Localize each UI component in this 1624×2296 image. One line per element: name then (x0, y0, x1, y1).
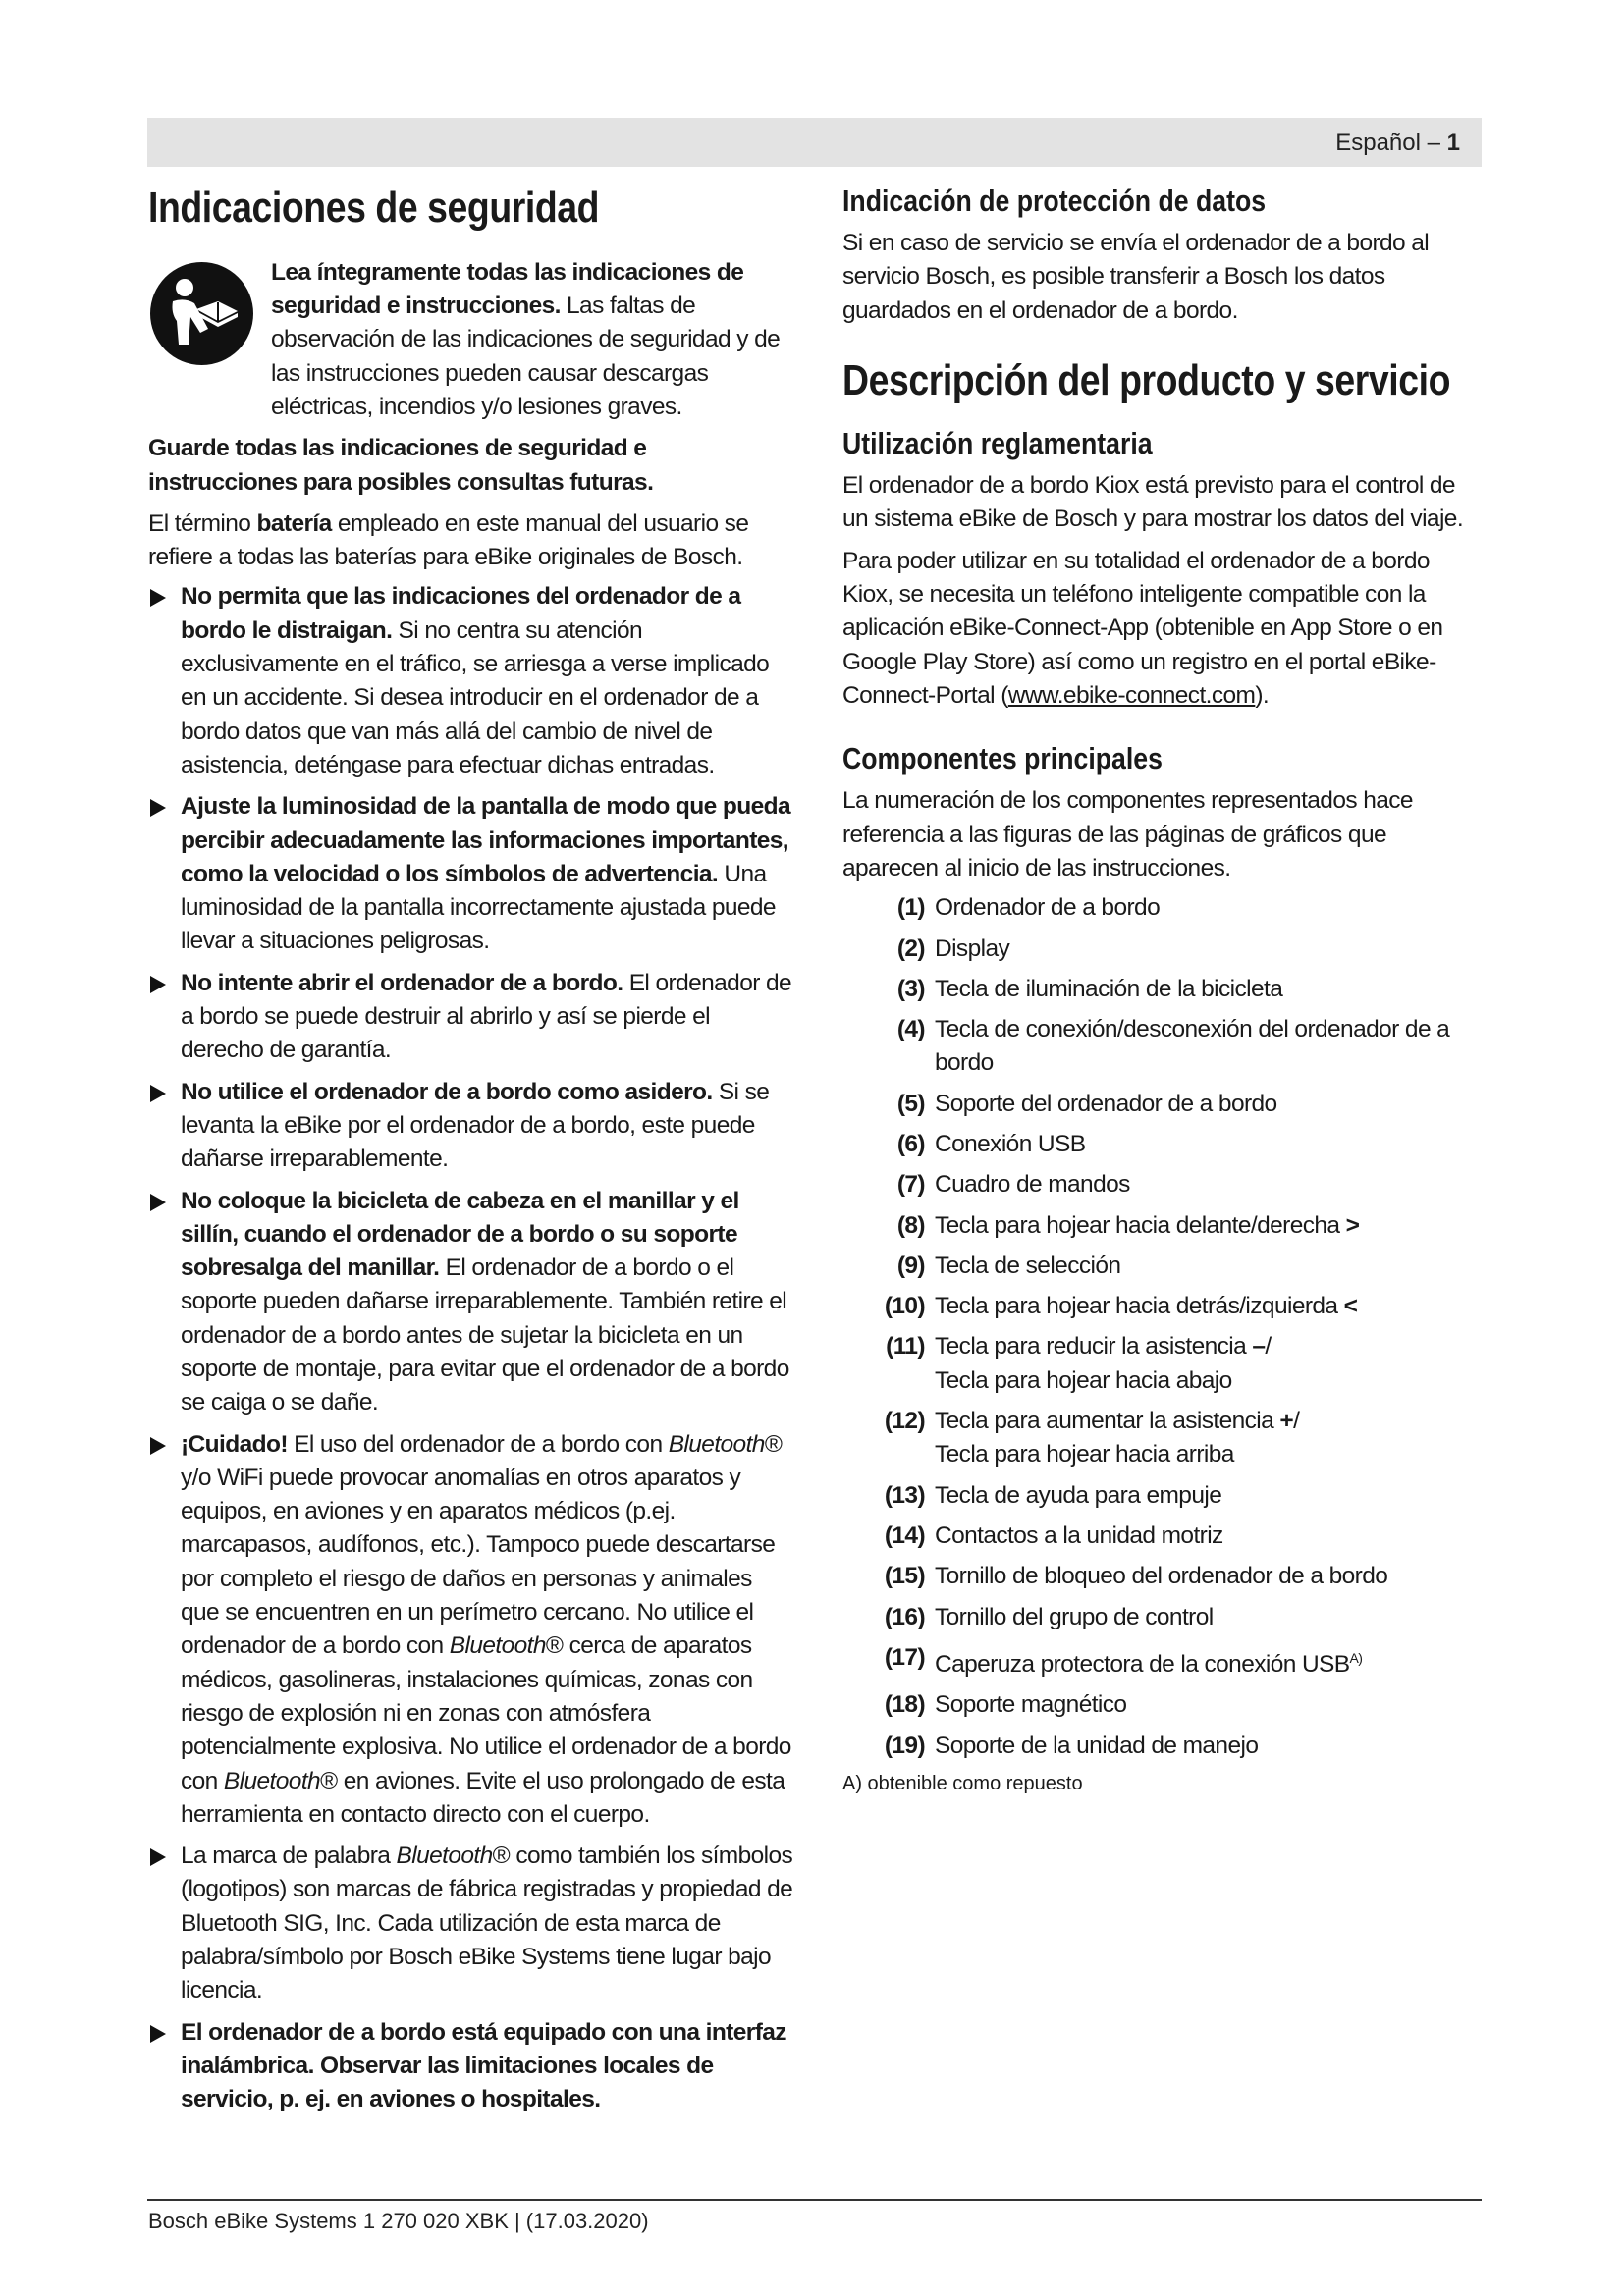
component-item (842, 1560, 1485, 1593)
b7-a: La marca de palabra (181, 1842, 397, 1870)
b7-b: ® como también los símbolos (logotipos) son marcas de fábrica registradas y propiedad de Bluetooth SIG, Inc. Cada utilización de esta marca de palabra/símbolo por Bosch eBike Systems tiene lugar bajo licencia. (181, 1842, 793, 2004)
ebike-connect-link[interactable]: www.ebike-connect.com (1007, 681, 1256, 709)
safety-bullet (148, 790, 796, 958)
components-title: Componentes principales (842, 741, 1163, 776)
component-item (842, 1405, 1485, 1472)
component-label (925, 933, 1009, 966)
component-label-text: Tecla de selección (935, 1252, 1121, 1279)
component-label-text: Tecla de iluminación de la bicicleta (935, 975, 1283, 1002)
component-number: (10) (884, 1293, 925, 1320)
safety-bullet (148, 1185, 796, 1420)
component-label-text: Tornillo de bloqueo del ordenador de a bordo (935, 1563, 1388, 1590)
component-label (925, 1250, 1120, 1283)
component-number: (18) (884, 1691, 925, 1719)
component-label-text: Cuadro de mandos (935, 1171, 1130, 1199)
header-separator: – (1420, 130, 1447, 156)
component-item (842, 1688, 1485, 1722)
safety-title: Indicaciones de seguridad (148, 184, 600, 232)
battery-c: empleado en este manual del usuario se refiere a todas las baterías para eBike originales de Bosch. (148, 509, 749, 571)
battery-b: batería (256, 509, 332, 537)
component-label-line2: Tecla para hojear hacia arriba (935, 1441, 1234, 1468)
component-number: (17) (884, 1643, 925, 1671)
component-item (842, 1209, 1485, 1243)
component-item (842, 1290, 1485, 1323)
component-item (842, 933, 1485, 966)
component-number: (15) (884, 1563, 925, 1590)
component-label (925, 1520, 1223, 1553)
data-protection-text: Si en caso de servicio se envía el ordenador de a bordo al servicio Bosch, es posible transferir a Bosch los datos guardados en el ordenador de a bordo. (842, 230, 1430, 324)
keep-instructions (148, 432, 796, 500)
b3-bold: No intente abrir el ordenador de a bordo. (181, 969, 623, 996)
component-label (925, 1601, 1214, 1634)
component-item (842, 973, 1485, 1006)
right-column (842, 183, 1485, 1797)
component-label-text: Tecla de conexión/desconexión del ordenador de a bordo (935, 1016, 1450, 1077)
component-label-text: Tecla para aumentar la asistencia (935, 1408, 1274, 1435)
component-label (925, 1405, 1299, 1472)
component-number: (9) (896, 1252, 925, 1279)
safety-intro-text (271, 256, 796, 424)
component-tail: / (1265, 1333, 1272, 1361)
product-title: Descripción del producto y servicio (842, 356, 1451, 405)
component-label (925, 1560, 1387, 1593)
bullet-triangle-icon (150, 976, 166, 993)
component-number: (14) (884, 1522, 925, 1549)
component-item (842, 1730, 1485, 1763)
component-label-text: Tecla para reducir la asistencia (935, 1333, 1247, 1361)
component-label-text: Ordenador de a bordo (935, 894, 1161, 922)
b8-bold: El ordenador de a bordo está equipado con una interfaz inalámbrica. Observar las limitaciones locales de servicio, p. ej. en aviones o hospitales. (181, 2018, 786, 2113)
component-symbol: – (1246, 1333, 1266, 1361)
b6-d: ® en aviones. Evite el uso prolongado de esta herramienta en contacto directo con el cuerpo. (181, 1767, 785, 1828)
component-number: (12) (884, 1408, 925, 1435)
component-item (842, 1520, 1485, 1553)
b6-b: ® y/o WiFi puede provocar anomalías en otros aparatos y equipos, en aviones y en aparatos médicos (p.ej. marcapasos, audífonos, etc.). Tampoco puede descartarse por completo el riesgo de daños en personas y animales que se encuentren en un perímetro cercano. No utilice el ordenador de a bordo con (181, 1430, 783, 1660)
b4-rest: Si se levanta la eBike por el ordenador de a bordo, este puede dañarse irreparablemente. (181, 1078, 770, 1173)
component-label-text: Display (935, 934, 1010, 962)
component-item (842, 1128, 1485, 1161)
b2-rest: Una luminosidad de la pantalla incorrectamente ajustada puede llevar a situaciones peligrosas. (181, 860, 776, 955)
safety-bullet (148, 967, 796, 1068)
b6-bt2: Bluetooth (449, 1632, 546, 1660)
component-number: (2) (896, 934, 925, 962)
component-symbol: + (1273, 1408, 1294, 1435)
component-label-text: Conexión USB (935, 1131, 1086, 1157)
battery-a: El término (148, 509, 257, 537)
component-item (842, 1168, 1485, 1201)
safety-bullet (148, 1428, 796, 1833)
component-number: (8) (896, 1211, 925, 1239)
safety-bullet (148, 580, 796, 782)
component-number: (13) (884, 1481, 925, 1509)
component-label (925, 1688, 1126, 1722)
bullet-triangle-icon (150, 1437, 166, 1455)
safety-intro (148, 256, 796, 424)
use-paragraph-1: El ordenador de a bordo Kiox está previsto para el control de un sistema eBike de Bosch y para mostrar los datos del viaje. (842, 472, 1464, 533)
component-symbol: > (1339, 1211, 1360, 1239)
page-header-label (1335, 130, 1460, 157)
component-symbol: < (1337, 1293, 1358, 1320)
component-label-text: Tornillo del grupo de control (935, 1603, 1214, 1630)
bullet-triangle-icon (150, 1194, 166, 1211)
b6-bold: ¡Cuidado! (181, 1430, 288, 1458)
footer-text: Bosch eBike Systems 1 270 020 XBK | (17.03.2020) (148, 2209, 649, 2233)
use-title: Utilización reglamentaria (842, 425, 1153, 460)
component-item (842, 1641, 1485, 1682)
b2-bold: Ajuste la luminosidad de la pantalla de modo que pueda percibir adecuadamente las informaciones importantes, como la velocidad o los símbolos de advertencia. (181, 793, 791, 887)
component-number: (11) (886, 1333, 925, 1361)
component-label (925, 1088, 1277, 1121)
component-label-text: Soporte del ordenador de a bordo (935, 1090, 1277, 1117)
b4-bold: No utilice el ordenador de a bordo como asidero. (181, 1078, 713, 1105)
component-label (925, 1128, 1086, 1161)
safety-bullet (148, 1076, 796, 1177)
component-label (925, 891, 1160, 925)
component-label (925, 1013, 1485, 1081)
b5-rest: El ordenador de a bordo o el soporte pueden dañarse irreparablemente. También retire el ordenador de a bordo antes de sujetar la bicicleta en un soporte de montaje, para evitar que el ordenador de a bordo se caiga o se dañe. (181, 1255, 789, 1416)
read-manual-icon (150, 262, 253, 365)
component-label-line2: Tecla para hojear hacia abajo (935, 1366, 1232, 1394)
bullet-triangle-icon (150, 1085, 166, 1102)
b6-a: El uso del ordenador de a bordo con (287, 1430, 669, 1458)
component-item (842, 1250, 1485, 1283)
component-label-text: Soporte de la unidad de manejo (935, 1732, 1259, 1759)
component-number: (3) (896, 975, 925, 1002)
bullet-triangle-icon (150, 799, 166, 817)
b6-c: ® cerca de aparatos médicos, gasolineras, instalaciones químicas, zonas con riesgo de explosión ni en zonas con atmósfera potencialmente explosiva. No utilice el ordenador de a bordo con (181, 1632, 791, 1794)
component-superscript: A) (1349, 1649, 1363, 1666)
components-list (842, 891, 1485, 1763)
use-p2a: Para poder utilizar en su totalidad el ordenador de a bordo Kiox, se necesita un teléfono inteligente compatible con la aplicación eBike-Connect-App (obtenible en App Store o en Google Play Store) así como un registro en el portal eBike-Connect-Portal ( (842, 547, 1443, 709)
safety-bullets (148, 580, 796, 2116)
component-label (925, 1209, 1359, 1243)
page-number: 1 (1446, 130, 1460, 156)
component-label (925, 1641, 1362, 1682)
bullet-triangle-icon (150, 1848, 166, 1866)
intro-paragraph (271, 256, 796, 424)
component-tail: / (1293, 1408, 1300, 1435)
component-number: (4) (896, 1016, 925, 1043)
component-item (842, 1601, 1485, 1634)
header-language: Español (1335, 130, 1421, 156)
component-number: (19) (884, 1732, 925, 1759)
b1-rest: Si no centra su atención exclusivamente en el tráfico, se arriesga a verse implicado en un accidente. Si desea introducir en el ordenador de a bordo datos que van más allá del cambio de nivel de asistencia, deténgase para efectuar dichas entradas. (181, 616, 770, 778)
component-item (842, 1479, 1485, 1513)
safety-bullet (148, 1840, 796, 2007)
component-item (842, 891, 1485, 925)
footnote: A) obtenible como repuesto (842, 1772, 1083, 1794)
component-label (925, 1290, 1357, 1323)
safety-bullet (148, 2016, 796, 2117)
component-item (842, 1013, 1485, 1081)
component-label-text: Caperuza protectora de la conexión USB (935, 1651, 1350, 1679)
intro-bold: Lea íntegramente todas las indicaciones de seguridad e instrucciones. (271, 258, 744, 320)
bullet-triangle-icon (150, 589, 166, 607)
left-column (148, 183, 796, 2125)
component-number: (6) (896, 1131, 925, 1157)
b1-bold: No permita que las indicaciones del ordenador de a bordo le distraigan. (181, 583, 741, 644)
data-protection-title: Indicación de protección de datos (842, 184, 1267, 218)
use-paragraph-2 (842, 545, 1485, 713)
component-label (925, 1168, 1130, 1201)
b7-bt: Bluetooth (396, 1842, 493, 1870)
b6-bt1: Bluetooth (668, 1430, 765, 1458)
component-number: (1) (896, 894, 925, 922)
component-item (842, 1088, 1485, 1121)
b3-rest: El ordenador de a bordo se puede destruir al abrirlo y así se pierde el derecho de garantía. (181, 969, 792, 1064)
component-label (925, 1730, 1258, 1763)
intro-rest: Las faltas de observación de las indicaciones de seguridad y de las instrucciones pueden causar descargas eléctricas, incendios y/o lesiones graves. (271, 293, 781, 420)
bullet-triangle-icon (150, 2025, 166, 2043)
b5-bold: No coloque la bicicleta de cabeza en el manillar y el sillín, cuando el ordenador de a bordo o su soporte sobresalga del manillar. (181, 1187, 739, 1282)
components-intro: La numeración de los componentes representados hace referencia a las figuras de las páginas de gráficos que aparecen al inicio de las instrucciones. (842, 787, 1413, 881)
component-number: (16) (884, 1603, 925, 1630)
component-label (925, 1479, 1221, 1513)
footer-rule (147, 2199, 1482, 2201)
component-label-text: Tecla para hojear hacia delante/derecha (935, 1211, 1340, 1239)
component-item (842, 1330, 1485, 1398)
keep-bold: Guarde todas las indicaciones de seguridad e instrucciones para posibles consultas futuras. (148, 435, 654, 496)
page-header-bar (147, 118, 1482, 167)
component-label-text: Soporte magnético (935, 1691, 1127, 1719)
b6-bt3: Bluetooth (223, 1767, 321, 1794)
component-number: (5) (896, 1090, 925, 1117)
use-p2b: ). (1255, 681, 1270, 709)
component-label-text: Contactos a la unidad motriz (935, 1522, 1223, 1549)
component-label (925, 973, 1282, 1006)
component-label-text: Tecla para hojear hacia detrás/izquierda (935, 1293, 1338, 1320)
component-label (925, 1330, 1272, 1398)
battery-term (148, 507, 796, 575)
component-label-text: Tecla de ayuda para empuje (935, 1481, 1222, 1509)
component-number: (7) (896, 1171, 925, 1199)
